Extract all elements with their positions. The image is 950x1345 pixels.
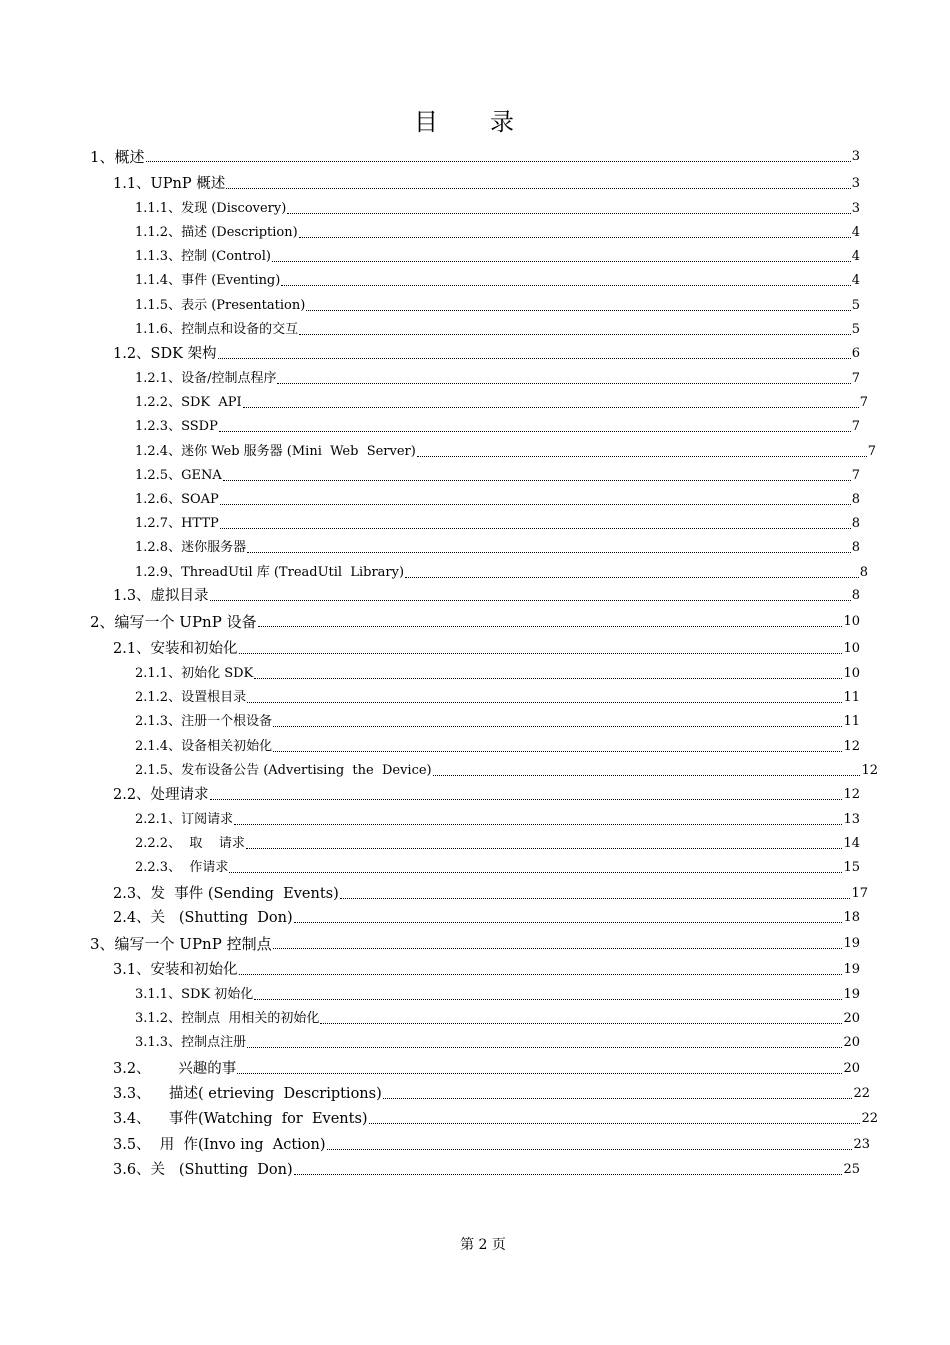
toc-entry-label: 3.1.2、控制点 用相关的初始化 xyxy=(135,1011,320,1026)
toc-entry[interactable] xyxy=(135,366,860,388)
toc-dot-leader xyxy=(294,921,843,923)
toc-dot-leader xyxy=(273,725,842,727)
toc-entry-page-number: 15 xyxy=(843,860,860,875)
toc-entry[interactable] xyxy=(90,144,860,166)
toc-entry-label: 2.3、发 事件 (Sending Events) xyxy=(113,886,339,902)
toc-entry-label: 2.1.3、注册一个根设备 xyxy=(135,714,273,729)
toc-entry-label: 3.4、 事件(Watching for Events) xyxy=(113,1111,368,1127)
toc-dot-leader xyxy=(281,284,850,286)
toc-dot-leader xyxy=(306,309,850,311)
toc-dot-leader xyxy=(299,333,851,335)
toc-entry-page-number: 5 xyxy=(851,322,860,337)
toc-dot-leader xyxy=(210,599,851,601)
toc-entry[interactable] xyxy=(135,709,860,731)
toc-entry-label: 2.1、安装和初始化 xyxy=(113,641,238,657)
toc-entry-page-number: 8 xyxy=(851,588,860,603)
toc-entry-label: 3.1、安装和初始化 xyxy=(113,962,238,978)
toc-entry[interactable] xyxy=(113,171,860,193)
toc-dot-leader xyxy=(237,1072,842,1074)
toc-entry[interactable] xyxy=(135,855,860,877)
toc-entry[interactable] xyxy=(113,1081,870,1103)
toc-title: 目录 xyxy=(414,108,566,137)
toc-entry-page-number: 4 xyxy=(851,249,860,264)
toc-entry-label: 3.6、关 (Shutting Don) xyxy=(113,1162,293,1178)
toc-entry-page-number: 4 xyxy=(851,273,860,288)
toc-entry-page-number: 23 xyxy=(853,1137,870,1152)
toc-entry-label: 2.1.2、设置根目录 xyxy=(135,690,247,705)
toc-entry-page-number: 19 xyxy=(843,962,860,977)
toc-entry-page-number: 5 xyxy=(851,298,860,313)
toc-entry[interactable] xyxy=(135,807,860,829)
toc-dot-leader xyxy=(277,382,850,384)
toc-entry-page-number: 11 xyxy=(843,714,860,729)
toc-entry-label: 3.3、 描述( etrieving Descriptions) xyxy=(113,1086,382,1102)
toc-entry-label: 1.1.4、事件 (Eventing) xyxy=(135,273,281,288)
toc-entry-page-number: 4 xyxy=(851,225,860,240)
toc-entry-page-number: 20 xyxy=(843,1035,860,1050)
toc-entry[interactable] xyxy=(135,268,860,290)
toc-entry-page-number: 22 xyxy=(861,1111,878,1126)
toc-entry-label: 1.1.3、控制 (Control) xyxy=(135,249,271,264)
toc-entry[interactable] xyxy=(113,341,860,363)
page-footer: 第 2 页 xyxy=(460,1237,506,1253)
toc-dot-leader xyxy=(239,652,843,654)
toc-entry-label: 1.2.2、SDK API xyxy=(135,395,242,410)
toc-entry[interactable] xyxy=(135,439,876,461)
toc-entry[interactable] xyxy=(113,881,868,903)
toc-entry[interactable] xyxy=(90,609,860,631)
toc-entry-page-number: 7 xyxy=(851,371,860,386)
toc-entry[interactable] xyxy=(90,931,860,953)
toc-entry-page-number: 13 xyxy=(843,812,860,827)
toc-entry-page-number: 10 xyxy=(843,641,860,656)
toc-dot-leader xyxy=(247,701,842,703)
toc-entry-page-number: 6 xyxy=(851,346,860,361)
toc-entry-page-number: 14 xyxy=(843,836,860,851)
toc-entry[interactable] xyxy=(135,196,860,218)
toc-dot-leader xyxy=(243,406,859,408)
toc-entry[interactable] xyxy=(135,390,868,412)
toc-entry[interactable] xyxy=(135,685,860,707)
toc-dot-leader xyxy=(320,1022,842,1024)
toc-entry-page-number: 10 xyxy=(843,666,860,681)
toc-entry-label: 1.3、虚拟目录 xyxy=(113,588,209,604)
toc-dot-leader xyxy=(417,455,867,457)
toc-entry-page-number: 20 xyxy=(843,1061,860,1076)
toc-dot-leader xyxy=(246,847,843,849)
toc-entry-label: 2.2.1、订阅请求 xyxy=(135,812,234,827)
toc-entry-label: 1.2.8、迷你服务器 xyxy=(135,540,247,555)
toc-entry[interactable] xyxy=(113,1056,860,1078)
toc-dot-leader xyxy=(254,998,842,1000)
toc-entry-label: 2.2.2、 取 请求 xyxy=(135,836,245,851)
toc-entry[interactable] xyxy=(113,905,860,927)
toc-entry-label: 2、编写一个 UPnP 设备 xyxy=(90,613,257,631)
toc-entry-label: 3.1.3、控制点注册 xyxy=(135,1035,247,1050)
toc-dot-leader xyxy=(220,503,851,505)
toc-entry-label: 2.1.1、初始化 SDK xyxy=(135,666,254,681)
toc-entry-page-number: 7 xyxy=(867,444,876,459)
toc-dot-leader xyxy=(433,774,861,776)
toc-entry[interactable] xyxy=(135,535,860,557)
toc-entry-label: 3、编写一个 UPnP 控制点 xyxy=(90,935,272,953)
toc-dot-leader xyxy=(247,551,851,553)
toc-dot-leader xyxy=(218,357,851,359)
toc-entry[interactable] xyxy=(135,1006,860,1028)
toc-dot-leader xyxy=(340,897,851,899)
toc-dot-leader xyxy=(327,1148,853,1150)
toc-dot-leader xyxy=(294,1173,843,1175)
toc-entry-label: 3.1.1、SDK 初始化 xyxy=(135,987,254,1002)
toc-entry-label: 1.2.1、设备/控制点程序 xyxy=(135,371,277,386)
toc-entry-label: 1、概述 xyxy=(90,148,145,166)
toc-dot-leader xyxy=(229,871,842,873)
toc-entry-page-number: 3 xyxy=(851,149,860,164)
toc-entry[interactable] xyxy=(135,982,860,1004)
toc-entry[interactable] xyxy=(135,511,860,533)
toc-entry[interactable] xyxy=(113,1157,860,1179)
toc-dot-leader xyxy=(383,1097,853,1099)
toc-entry[interactable] xyxy=(135,1030,860,1052)
toc-dot-leader xyxy=(146,160,851,162)
toc-entry-page-number: 25 xyxy=(843,1162,860,1177)
toc-entry-label: 3.2、 兴趣的事 xyxy=(113,1061,237,1077)
toc-entry[interactable] xyxy=(135,661,860,683)
toc-dot-leader xyxy=(226,187,850,189)
toc-dot-leader xyxy=(210,798,843,800)
toc-entry[interactable] xyxy=(113,583,860,605)
toc-entry[interactable] xyxy=(135,317,860,339)
toc-entry-label: 2.2、处理请求 xyxy=(113,787,209,803)
toc-entry-page-number: 20 xyxy=(843,1011,860,1026)
toc-dot-leader xyxy=(369,1122,861,1124)
toc-dot-leader xyxy=(273,947,843,949)
toc-entry[interactable] xyxy=(135,560,868,582)
toc-dot-leader xyxy=(239,973,843,975)
toc-entry[interactable] xyxy=(113,957,860,979)
toc-entry-label: 1.2.6、SOAP xyxy=(135,492,219,507)
toc-dot-leader xyxy=(273,750,842,752)
toc-entry-label: 2.2.3、 作请求 xyxy=(135,860,229,875)
toc-entry-page-number: 12 xyxy=(861,763,878,778)
toc-dot-leader xyxy=(234,823,842,825)
toc-entry-page-number: 12 xyxy=(843,787,860,802)
toc-entry-label: 1.2.3、SSDP xyxy=(135,419,218,434)
toc-entry-label: 2.1.5、发布设备公告 (Advertising the Device) xyxy=(135,763,432,778)
toc-entry[interactable] xyxy=(135,220,860,242)
toc-entry-label: 1.2.5、GENA xyxy=(135,468,222,483)
toc-entry[interactable] xyxy=(113,636,860,658)
toc-dot-leader xyxy=(272,260,851,262)
toc-entry[interactable] xyxy=(113,1132,870,1154)
toc-entry-page-number: 19 xyxy=(843,936,860,951)
toc-entry[interactable] xyxy=(113,782,860,804)
toc-dot-leader xyxy=(223,479,851,481)
toc-dot-leader xyxy=(258,625,843,627)
toc-entry-label: 3.5、 用 作(Invo ing Action) xyxy=(113,1137,326,1153)
toc-entry-label: 1.1、UPnP 概述 xyxy=(113,176,226,192)
toc-entry-label: 1.2、SDK 架构 xyxy=(113,346,217,362)
toc-dot-leader xyxy=(405,576,859,578)
toc-entry-page-number: 8 xyxy=(851,492,860,507)
toc-entry[interactable] xyxy=(135,487,860,509)
toc-entry-label: 1.1.5、表示 (Presentation) xyxy=(135,298,306,313)
toc-entry-page-number: 22 xyxy=(853,1086,870,1101)
toc-dot-leader xyxy=(299,236,851,238)
toc-entry-label: 1.1.1、发现 (Discovery) xyxy=(135,201,287,216)
toc-entry-label: 1.1.6、控制点和设备的交互 xyxy=(135,322,299,337)
toc-entry-page-number: 11 xyxy=(843,690,860,705)
toc-entry-label: 2.1.4、设备相关初始化 xyxy=(135,739,273,754)
toc-entry[interactable] xyxy=(135,758,878,780)
toc-entry-label: 1.1.2、描述 (Description) xyxy=(135,225,298,240)
toc-entry-page-number: 18 xyxy=(843,910,860,925)
toc-entry-label: 1.2.4、迷你 Web 服务器 (Mini Web Server) xyxy=(135,444,416,459)
toc-entry-page-number: 3 xyxy=(851,201,860,216)
toc-entry-page-number: 10 xyxy=(843,614,860,629)
toc-entry[interactable] xyxy=(113,1106,878,1128)
toc-entry-label: 2.4、关 (Shutting Don) xyxy=(113,910,293,926)
toc-entry-page-number: 8 xyxy=(851,540,860,555)
toc-dot-leader xyxy=(220,527,851,529)
toc-entry-label: 1.2.7、HTTP xyxy=(135,516,219,531)
toc-entry[interactable] xyxy=(135,244,860,266)
toc-dot-leader xyxy=(254,677,842,679)
toc-entry-page-number: 3 xyxy=(851,176,860,191)
toc-entry[interactable] xyxy=(135,414,860,436)
toc-entry-page-number: 17 xyxy=(851,886,868,901)
toc-entry[interactable] xyxy=(135,463,860,485)
toc-entry-label: 1.2.9、ThreadUtil 库 (TreadUtil Library) xyxy=(135,565,405,580)
toc-entry-page-number: 12 xyxy=(843,739,860,754)
toc-entry[interactable] xyxy=(135,734,860,756)
toc-entry[interactable] xyxy=(135,831,860,853)
toc-entry-page-number: 7 xyxy=(851,468,860,483)
toc-entry-page-number: 7 xyxy=(859,395,868,410)
toc-entry[interactable] xyxy=(135,293,860,315)
toc-entry-page-number: 8 xyxy=(859,565,868,580)
toc-dot-leader xyxy=(219,430,851,432)
toc-dot-leader xyxy=(247,1046,842,1048)
toc-dot-leader xyxy=(287,212,850,214)
toc-entry-page-number: 19 xyxy=(843,987,860,1002)
toc-entry-page-number: 7 xyxy=(851,419,860,434)
toc-entry-page-number: 8 xyxy=(851,516,860,531)
